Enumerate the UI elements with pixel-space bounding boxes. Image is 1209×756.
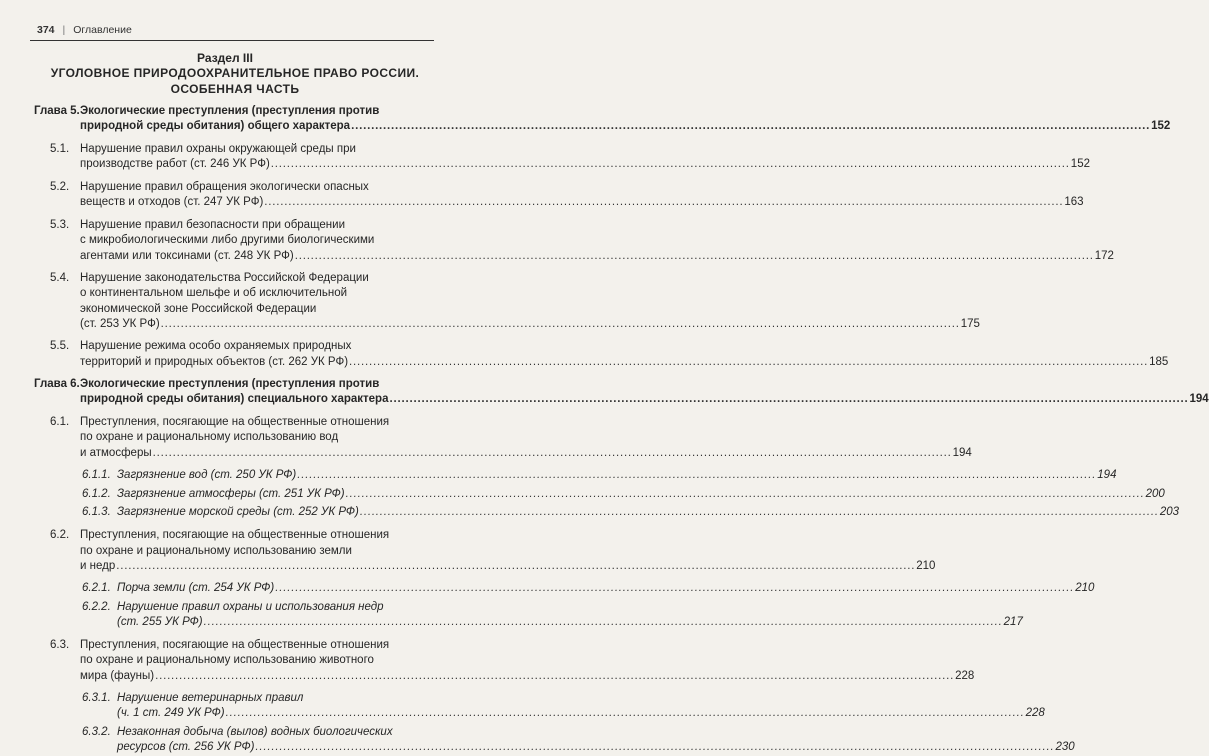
toc-entry-text: (ст. 253 УК РФ)	[80, 318, 160, 331]
toc-entry[interactable]	[0, 600, 1023, 630]
toc-entry-text: Нарушение режима особо охраняемых природных	[80, 340, 352, 353]
dot-leader: ........................................................................................................................................................................................................	[152, 446, 952, 459]
dot-leader: ........................................................................................................................................................................................................	[160, 318, 960, 331]
toc-page-number: 194	[1097, 469, 1117, 481]
dot-leader: ........................................................................................................................................................................................................	[297, 469, 1097, 481]
toc-entry[interactable]	[0, 271, 980, 332]
toc-entry-line	[80, 271, 420, 286]
toc-entry-text: Незаконная добыча (вылов) водных биологических	[117, 725, 393, 738]
toc-entry-number: 6.1.3.	[82, 506, 111, 519]
toc-entry-line	[80, 528, 420, 543]
dot-leader: ........................................................................................................................................................................................................	[255, 741, 1055, 754]
toc-entry-text: по охране и рациональному использованию животного	[80, 654, 374, 667]
toc-entry-text: по охране и рациональному использованию земли	[80, 544, 352, 557]
toc-entry-text: Нарушение правил охраны и использования недр	[117, 600, 384, 613]
dot-leader: ........................................................................................................................................................................................................	[264, 196, 1064, 209]
header-separator: |	[62, 24, 66, 36]
toc-entry[interactable]	[0, 638, 975, 684]
toc-entry-text: и атмосферы	[80, 446, 152, 459]
toc-entry-line	[117, 468, 1117, 483]
toc-entry-text: экономической зоне Российской Федерации	[80, 302, 317, 315]
toc-entry-text: агентами или токсинами (ст. 248 УК РФ)	[80, 249, 294, 262]
toc-entry-number: 6.3.	[50, 638, 70, 651]
section-label: Раздел III	[197, 51, 253, 65]
toc-entry-number: 6.3.1.	[82, 691, 111, 704]
toc-entry[interactable]	[0, 339, 1169, 369]
toc-entry-number: 5.5.	[50, 340, 70, 353]
toc-entry-line	[80, 249, 1114, 264]
toc-entry-line	[80, 119, 1171, 134]
dot-leader: ........................................................................................................................................................................................................	[349, 355, 1149, 368]
toc-entry-number: 6.1.1.	[82, 469, 111, 481]
toc-entry[interactable]	[0, 691, 1045, 721]
section-title-line-2: ОСОБЕННАЯ ЧАСТЬ	[170, 82, 300, 96]
toc-entry-text: Нарушение правил безопасности при обращении	[80, 218, 345, 231]
toc-page-number: 200	[1145, 487, 1165, 500]
toc-entry-number: 5.4.	[50, 271, 70, 284]
toc-entry-line	[80, 195, 1084, 210]
toc-entry-text: (ч. 1 ст. 249 УК РФ)	[117, 707, 225, 720]
running-header	[37, 24, 432, 36]
toc-entry-text: (ст. 255 УК РФ)	[117, 616, 203, 629]
toc-entry[interactable]	[0, 468, 1117, 483]
toc-page-number: 230	[1055, 741, 1075, 754]
toc-entry-line	[80, 638, 420, 653]
dot-leader: ........................................................................................................................................................................................................	[359, 506, 1159, 519]
toc-page-number: 217	[1003, 616, 1023, 629]
toc-entry-text: и недр	[80, 559, 116, 572]
toc-entry[interactable]	[0, 104, 1171, 134]
toc-page-number: 152	[1151, 120, 1171, 133]
toc-entry-text: территорий и природных объектов (ст. 262 УК РФ)	[80, 355, 349, 368]
toc-entry-line	[80, 430, 420, 445]
toc-entry-text: Нарушение правил обращения экологически опасных	[80, 180, 369, 193]
toc-entry-text: Преступления, посягающие на общественные отношения	[80, 638, 390, 651]
toc-page-number: 194	[1189, 393, 1209, 406]
toc-entry-line	[80, 157, 1090, 172]
toc-entry-number: 5.1.	[50, 142, 70, 155]
toc-page-number: 175	[960, 318, 980, 331]
toc-entry-line	[80, 377, 420, 392]
toc-entry-text: с микробиологическими либо другими биологическими	[80, 234, 375, 247]
toc-entry-text: Загрязнение вод (ст. 250 УК РФ)	[117, 469, 297, 481]
toc-entry-line	[80, 544, 420, 559]
toc-entry-line	[80, 355, 1169, 370]
toc-entry[interactable]	[0, 415, 972, 461]
toc-page-number: 163	[1064, 196, 1084, 209]
toc-entry[interactable]	[0, 581, 1095, 596]
toc-page-number: 210	[916, 559, 936, 572]
toc-entry-text: веществ и отходов (ст. 247 УК РФ)	[80, 196, 264, 209]
toc-entry-line	[80, 392, 1209, 407]
toc-entry-text: Экологические преступления (преступления против	[80, 378, 380, 390]
dot-leader: ........................................................................................................................................................................................................	[116, 559, 916, 572]
toc-entry-number: 6.2.1.	[82, 582, 111, 595]
toc-entry-number: 5.2.	[50, 180, 70, 193]
toc-entry-text: о континентальном шельфе и об исключительной	[80, 287, 348, 300]
header-rule	[30, 40, 434, 41]
toc-entry-line	[80, 218, 420, 233]
toc-entry-line	[80, 302, 420, 317]
toc-entry[interactable]	[0, 487, 1165, 502]
toc-entry-line	[117, 581, 1095, 596]
dot-leader: ........................................................................................................................................................................................................	[351, 120, 1151, 133]
dot-leader: ........................................................................................................................................................................................................	[294, 249, 1094, 262]
toc-entry-text: Загрязнение морской среды (ст. 252 УК РФ)	[117, 506, 359, 519]
toc-page-number: 228	[1025, 707, 1045, 720]
toc-entry-text: мира (фауны)	[80, 669, 155, 682]
toc-entry-text: Порча земли (ст. 254 УК РФ)	[117, 582, 275, 595]
toc-entry-number: Глава 6.	[34, 378, 80, 390]
toc-entry-line	[80, 446, 972, 461]
toc-page-number: 185	[1149, 355, 1169, 368]
toc-entry-text: Экологические преступления (преступления против	[80, 105, 380, 117]
toc-entry-line	[117, 505, 1180, 520]
toc-entry-text: Нарушение ветеринарных правил	[117, 691, 304, 704]
toc-page-number: 152	[1070, 158, 1090, 171]
toc-entry[interactable]	[0, 218, 1114, 264]
toc-entry-number: 6.1.2.	[82, 487, 111, 500]
toc-entry[interactable]	[0, 377, 1209, 407]
dot-leader: ........................................................................................................................................................................................................	[203, 616, 1003, 629]
toc-entry[interactable]	[0, 142, 1090, 172]
toc-entry-line	[80, 286, 420, 301]
toc-entry-line	[80, 233, 420, 248]
toc-entry-number: 6.2.	[50, 529, 70, 542]
toc-entry-text: по охране и рациональному использованию вод	[80, 431, 339, 444]
toc-entry-text: ресурсов (ст. 256 УК РФ)	[117, 741, 255, 754]
toc-entry-number: 6.1.	[50, 415, 70, 428]
toc-entry-text: Преступления, посягающие на общественные отношения	[80, 529, 390, 542]
toc-entry-line	[80, 653, 420, 668]
dot-leader: ........................................................................................................................................................................................................	[270, 158, 1070, 171]
toc-entry-text: природной среды обитания) специального характера	[80, 393, 389, 406]
toc-entry-text: Нарушение законодательства Российской Федерации	[80, 271, 369, 284]
toc-entry-text: природной среды обитания) общего характера	[80, 120, 351, 133]
toc-entry-line	[117, 725, 420, 740]
toc-entry-text: Преступления, посягающие на общественные отношения	[80, 415, 390, 428]
toc-page-number: 228	[955, 669, 975, 682]
toc-entry-line	[80, 142, 420, 157]
toc-entry-line	[80, 104, 420, 119]
toc-page-number: 172	[1094, 249, 1114, 262]
toc-entry-line	[117, 691, 420, 706]
dot-leader: ........................................................................................................................................................................................................	[155, 669, 955, 682]
toc-entry-line	[117, 706, 1045, 721]
dot-leader: ........................................................................................................................................................................................................	[345, 487, 1145, 500]
running-title: Оглавление	[73, 24, 132, 36]
page-number: 374	[37, 24, 55, 36]
toc-entry[interactable]	[0, 528, 936, 574]
toc-page-number: 194	[952, 446, 972, 459]
toc-entry-line	[80, 180, 420, 195]
toc-entry-line	[80, 415, 420, 430]
toc-entry-line	[80, 339, 420, 354]
toc-entry[interactable]	[0, 505, 1180, 520]
toc-entry-text: производстве работ (ст. 246 УК РФ)	[80, 158, 270, 171]
toc-entry-line	[80, 559, 936, 574]
dot-leader: ........................................................................................................................................................................................................	[225, 707, 1025, 720]
toc-entry-line	[117, 600, 420, 615]
toc-entry[interactable]	[0, 180, 1084, 210]
toc-entry-text: Загрязнение атмосферы (ст. 251 УК РФ)	[117, 487, 345, 500]
toc-entry-line	[80, 669, 975, 684]
toc-entry-line	[117, 740, 1075, 755]
section-title-line-1: УГОЛОВНОЕ ПРИРОДООХРАНИТЕЛЬНОЕ ПРАВО РОССИИ.	[50, 66, 420, 80]
toc-page-number: 210	[1075, 582, 1095, 595]
toc-entry-number: 5.3.	[50, 218, 70, 231]
toc-entry-number: 6.3.2.	[82, 725, 111, 738]
toc-entry-line	[117, 487, 1165, 502]
section-title	[40, 65, 430, 97]
toc-entry[interactable]	[0, 725, 1075, 755]
toc-entry-line	[117, 615, 1023, 630]
dot-leader: ........................................................................................................................................................................................................	[275, 582, 1075, 595]
toc-page-number: 203	[1159, 506, 1180, 519]
dot-leader: ........................................................................................................................................................................................................	[389, 393, 1189, 406]
toc-entry-text: Нарушение правил охраны окружающей среды при	[80, 142, 356, 155]
toc-entry-line	[80, 317, 980, 332]
toc-entry-number: Глава 5.	[34, 105, 80, 117]
toc-entry-number: 6.2.2.	[82, 600, 111, 613]
